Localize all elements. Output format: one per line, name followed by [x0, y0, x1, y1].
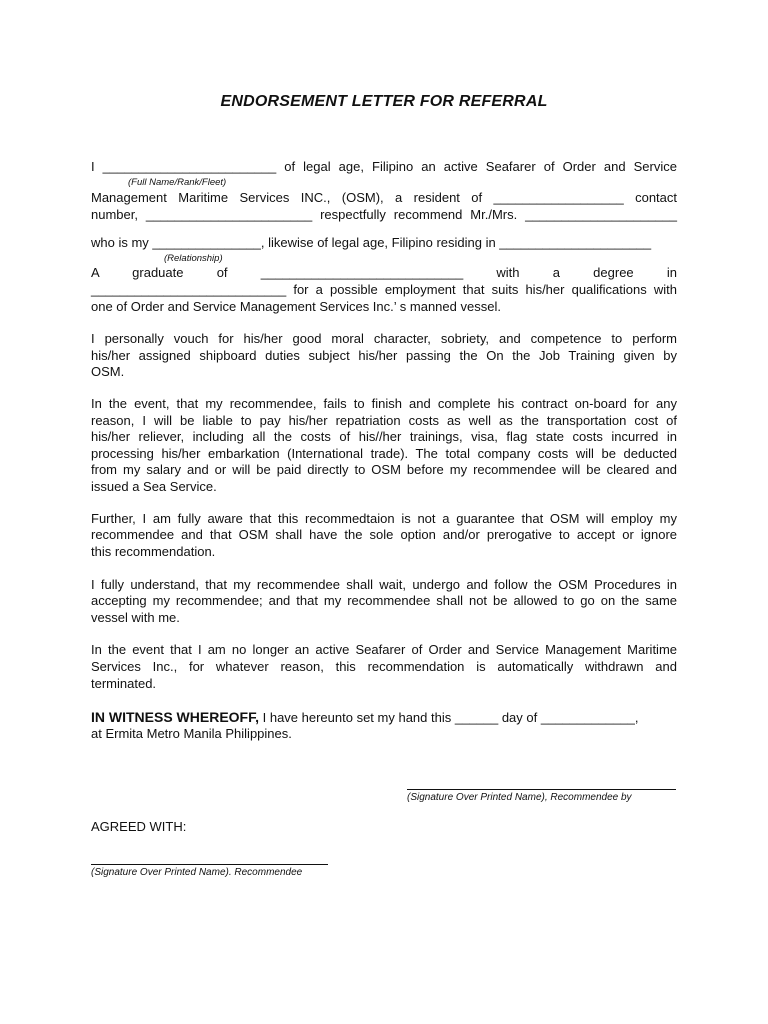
p4-line-5: from my salary and or will be paid directly to OSM before my recommendee will be cleared and: [91, 462, 677, 477]
p5-line-3: this recommendation.: [91, 544, 216, 559]
agreed-with-label: AGREED WITH:: [91, 819, 187, 834]
p4-line-6: issued a Sea Service.: [91, 479, 217, 494]
p3-line-1: I personally vouch for his/her good moral character, sobriety, and competence to perform: [91, 331, 677, 346]
p7-line-1: In the event that I am no longer an active Seafarer of Order and Service Management Maritime: [91, 642, 677, 657]
p6-line-1: I fully understand, that my recommendee shall wait, undergo and follow the OSM Procedures in: [91, 577, 677, 592]
p3-line-2: his/her assigned shipboard duties subject his/her passing the On the Job Training given by: [91, 348, 677, 363]
p5-line-1: Further, I am fully aware that this recommedtaion is not a guarantee that OSM will employ my: [91, 511, 677, 526]
p4-line-2: reason, I will be liable to pay his/her repatriation costs as well as the transportation cost of: [91, 413, 677, 428]
full-name-note: (Full Name/Rank/Fleet): [128, 177, 227, 188]
p6-line-3: vessel with me.: [91, 610, 180, 625]
witness-heading: IN WITNESS WHEREOFF,: [91, 709, 259, 725]
signature-line-recommendee: [91, 864, 328, 865]
p5-line-2: recommendee and that OSM shall have the sole option and/or prerogative to accept or ignore: [91, 527, 677, 542]
p6-line-2: accepting my recommendee; and that my recommendee shall not be allowed to go on the same: [91, 593, 677, 608]
p2-line-1: who is my _______________, likewise of legal age, Filipino residing in _____________________: [91, 235, 652, 250]
relationship-note: (Relationship): [164, 253, 223, 264]
signature-caption-recommendee: (Signature Over Printed Name). Recommendee: [91, 867, 303, 878]
p7-line-3: terminated.: [91, 676, 157, 691]
p3-line-3: OSM.: [91, 364, 125, 379]
page-title: ENDORSEMENT LETTER FOR REFERRAL: [220, 93, 548, 110]
p1-line-2: Management Maritime Services INC., (OSM), a resident of __________________ contact: [91, 190, 677, 205]
signature-caption-recommender: (Signature Over Printed Name), Recommendee by: [407, 792, 632, 803]
p4-line-3: his/her reliever, including all the costs of his//her trainings, visa, flag state costs incurred in: [91, 429, 677, 444]
p4-line-1: In the event, that my recommendee, fails to finish and complete his contract on-board for any: [91, 396, 677, 411]
witness-line-1: [91, 709, 677, 726]
signature-line-recommender: [407, 789, 676, 790]
p2-line-3: ___________________________ for a possible employment that suits his/her qualifications with: [91, 282, 677, 297]
p4-line-4: processing his/her embarkation (International trade). The total company costs will be deducted: [91, 446, 677, 461]
p2-line-2: A graduate of ____________________________ with a degree in: [91, 265, 677, 280]
witness-text: I have hereunto set my hand this ______ day of _____________,: [259, 710, 639, 725]
p1-line-1: I ________________________ of legal age, Filipino an active Seafarer of Order and Service: [91, 159, 677, 174]
p2-line-4: one of Order and Service Management Services Inc.’ s manned vessel.: [91, 299, 501, 314]
p1-line-3: number, _______________________ respectfully recommend Mr./Mrs. _____________________: [91, 207, 677, 222]
witness-line-2: at Ermita Metro Manila Philippines.: [91, 726, 292, 741]
p7-line-2: Services Inc., for whatever reason, this recommendation is automatically withdrawn and: [91, 659, 677, 674]
